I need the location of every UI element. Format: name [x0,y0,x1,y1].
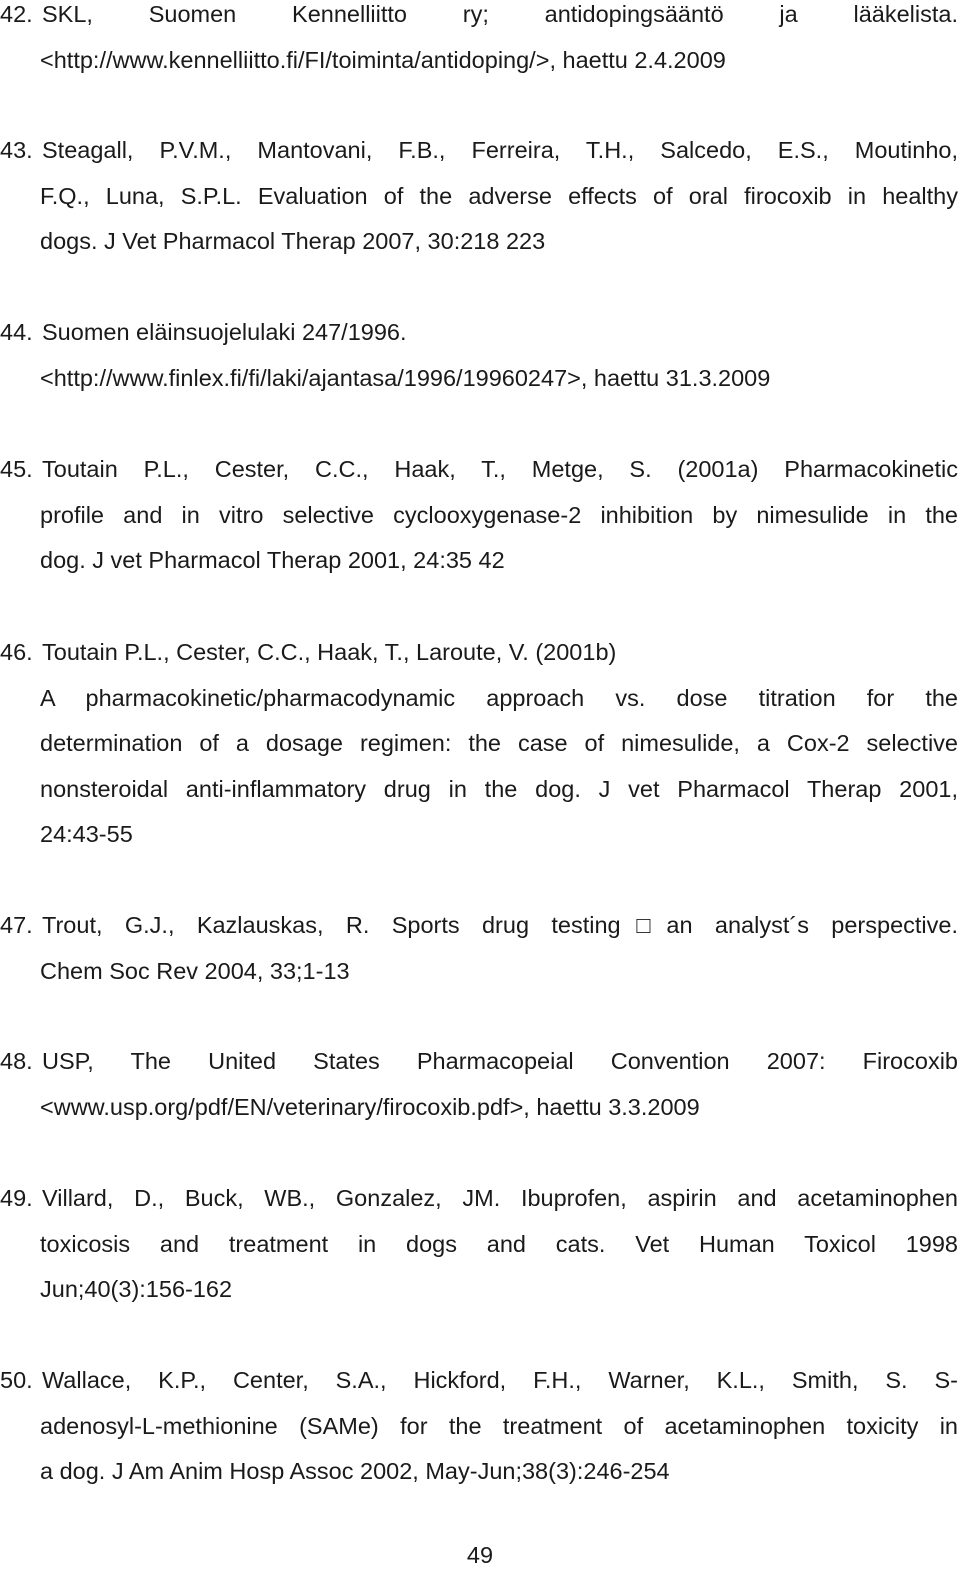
reference-line: Toutain P.L., Cester, C.C., Haak, T., Metge, S. (2001a) Pharmacokinetic [42,456,958,482]
reference-number: 48. [0,1048,33,1074]
reference-line: Villard, D., Buck, WB., Gonzalez, JM. Ibuprofen, aspirin and acetaminophen [42,1185,958,1211]
reference-line: <http://www.kennelliitto.fi/FI/toiminta/antidoping/>, haettu 2.4.2009 [40,46,726,73]
reference-line: dog. J vet Pharmacol Therap 2001, 24:35 42 [40,547,505,573]
reference-entry-47 [0,903,958,994]
reference-line: Chem Soc Rev 2004, 33;1-13 [40,957,350,984]
reference-line: SKL, Suomen Kennelliitto ry; antidopingsääntö ja lääkelista. [42,1,958,27]
reference-entry-43 [0,128,958,265]
reference-entry-50 [0,1358,958,1495]
page-number: 49 [466,1542,494,1568]
reference-entry-42 [0,0,958,83]
reference-number: 49. [0,1185,33,1211]
reference-line: dogs. J Vet Pharmacol Therap 2007, 30:218 223 [40,228,546,254]
reference-line: USP, The United States Pharmacopeial Convention 2007: Firocoxib [42,1048,958,1074]
reference-number: 46. [0,639,33,665]
reference-line: Toutain P.L., Cester, C.C., Haak, T., Laroute, V. (2001b) [42,639,617,665]
reference-line: toxicosis and treatment in dogs and cats. Vet Human Toxicol 1998 [40,1230,958,1257]
reference-line: <http://www.finlex.fi/fi/laki/ajantasa/1996/19960247>, haettu 31.3.2009 [40,364,771,391]
reference-entry-48 [0,1039,958,1130]
reference-line: Jun;40(3):156-162 [40,1276,233,1302]
reference-number: 45. [0,456,33,482]
reference-line: determination of a dosage regimen: the case of nimesulide, a Cox-2 selective [40,730,958,756]
reference-line: nonsteroidal anti-inflammatory drug in the dog. J vet Pharmacol Therap 2001, [40,775,958,802]
reference-number: 43. [0,137,33,163]
reference-line: profile and in vitro selective cyclooxygenase-2 inhibition by nimesulide in the [40,501,958,528]
reference-line: <www.usp.org/pdf/EN/veterinary/firocoxib.pdf>, haettu 3.3.2009 [40,1093,700,1120]
reference-entry-44 [0,310,958,401]
reference-line: Trout, G.J., Kazlauskas, R. Sports drug testing□an analyst´s perspective. [42,912,958,938]
reference-number: 47. [0,912,33,938]
reference-line: F.Q., Luna, S.P.L. Evaluation of the adverse effects of oral firocoxib in healthy [40,182,958,209]
reference-number: 50. [0,1367,33,1393]
reference-number: 42. [0,1,33,27]
reference-line: Suomen eläinsuojelulaki 247/1996. [42,319,407,345]
reference-entry-45 [0,447,958,584]
reference-number: 44. [0,319,33,345]
reference-entry-49 [0,1176,958,1313]
reference-line: adenosyl-L-methionine (SAMe) for the treatment of acetaminophen toxicity in [40,1412,958,1439]
reference-line: a dog. J Am Anim Hosp Assoc 2002, May-Jun;38(3):246-254 [40,1458,670,1484]
reference-entry-46 [0,630,958,858]
reference-line: Steagall, P.V.M., Mantovani, F.B., Ferreira, T.H., Salcedo, E.S., Moutinho, [42,137,958,163]
reference-line: A pharmacokinetic/pharmacodynamic approach vs. dose titration for the [40,684,958,711]
reference-line: Wallace, K.P., Center, S.A., Hickford, F.H., Warner, K.L., Smith, S. S- [42,1367,958,1393]
reference-line: 24:43-55 [40,821,133,847]
